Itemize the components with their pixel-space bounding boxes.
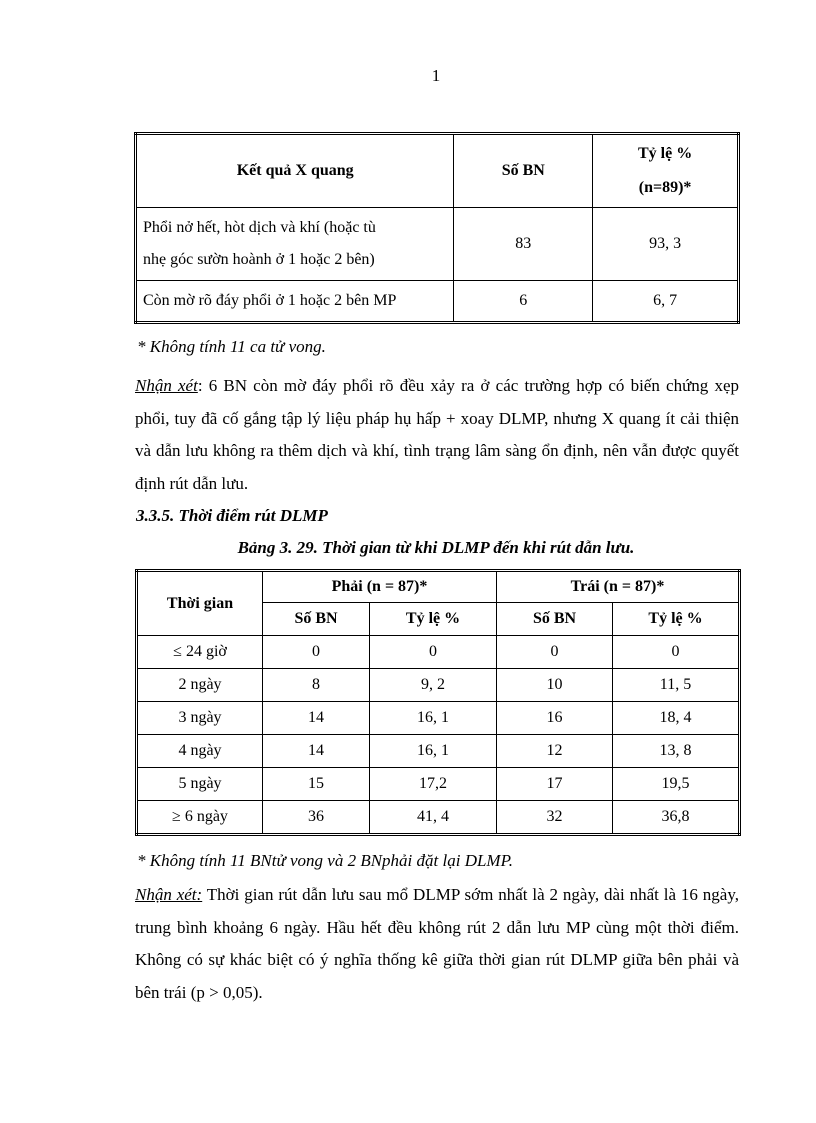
table-row (136, 208, 739, 281)
left-percent-cell: 18, 4 (613, 702, 740, 735)
time-cell: 2 ngày (137, 669, 263, 702)
left-count-cell: 32 (497, 801, 613, 835)
right-percent-cell: 17,2 (370, 768, 497, 801)
remark-label: Nhận xét (135, 376, 198, 395)
table-header-row (137, 571, 740, 603)
table-row (137, 636, 740, 669)
result-cell (136, 208, 454, 281)
header-left-side: Trái (n = 87)* (497, 571, 740, 603)
right-count-cell: 8 (263, 669, 370, 702)
xray-results-table (134, 132, 740, 324)
remark-text: Thời gian rút dẫn lưu sau mổ DLMP sớm nhất là 2 ngày, dài nhất là 16 ngày, trung bình khoảng 6 ngày. Hầu hết đều không rút 2 dẫn lưu MP cùng một thời điểm. Không có sự khác biệt có ý nghĩa thống kê giữa thời gian rút DLMP giữa bên phải và bên trái (p > 0,05). (135, 885, 739, 1002)
right-percent-cell: 41, 4 (370, 801, 497, 835)
right-percent-cell: 16, 1 (370, 702, 497, 735)
drain-removal-time-table (135, 569, 741, 836)
left-count-cell: 10 (497, 669, 613, 702)
table-row (137, 669, 740, 702)
page-number: 1 (431, 66, 441, 85)
header-percent-label: Tỷ lệ % (637, 145, 693, 162)
left-count-cell: 12 (497, 735, 613, 768)
right-percent-cell: 16, 1 (370, 735, 497, 768)
table1-footnote: * Không tính 11 ca tử vong. (137, 337, 326, 356)
left-percent-cell: 36,8 (613, 801, 740, 835)
subheader-count: Số BN (263, 603, 370, 636)
right-count-cell: 14 (263, 702, 370, 735)
table-row (137, 801, 740, 835)
table-row (137, 702, 740, 735)
left-percent-cell: 13, 8 (613, 735, 740, 768)
subheader-percent: Tỷ lệ % (613, 603, 740, 636)
result-line: nhẹ góc sườn hoành ở 1 hoặc 2 bên) (143, 251, 375, 268)
result-cell: Còn mờ rõ đáy phổi ở 1 hoặc 2 bên MP (136, 281, 454, 323)
remark-paragraph-1 (135, 370, 739, 500)
header-percent-n: (n=89)* (638, 179, 692, 196)
table2-footnote: * Không tính 11 BNtử vong và 2 BNphải đặt lại DLMP. (137, 851, 514, 870)
left-count-cell: 16 (497, 702, 613, 735)
right-count-cell: 0 (263, 636, 370, 669)
time-cell: ≤ 24 giờ (137, 636, 263, 669)
header-patient-count: Số BN (454, 134, 593, 208)
result-line: Phổi nở hết, hòt dịch và khí (hoặc tù (143, 219, 376, 236)
subheader-percent: Tỷ lệ % (370, 603, 497, 636)
remark-label: Nhận xét: (135, 885, 203, 904)
time-cell: 5 ngày (137, 768, 263, 801)
time-cell: 3 ngày (137, 702, 263, 735)
header-right-side: Phải (n = 87)* (263, 571, 497, 603)
header-xray-result: Kết quả X quang (136, 134, 454, 208)
right-count-cell: 15 (263, 768, 370, 801)
table-header-row (136, 134, 739, 208)
right-percent-cell: 9, 2 (370, 669, 497, 702)
remark-paragraph-2 (135, 879, 739, 1009)
table2-caption: Bảng 3. 29. Thời gian từ khi DLMP đến khi rút dẫn lưu. (237, 538, 635, 557)
time-cell: ≥ 6 ngày (137, 801, 263, 835)
count-cell: 6 (454, 281, 593, 323)
right-count-cell: 14 (263, 735, 370, 768)
percent-cell: 6, 7 (593, 281, 739, 323)
right-count-cell: 36 (263, 801, 370, 835)
right-percent-cell: 0 (370, 636, 497, 669)
header-percent (593, 134, 739, 208)
left-count-cell: 17 (497, 768, 613, 801)
left-count-cell: 0 (497, 636, 613, 669)
section-title: 3.3.5. Thời điểm rút DLMP (136, 506, 328, 525)
subheader-count: Số BN (497, 603, 613, 636)
remark-text: : 6 BN còn mờ đáy phổi rõ đều xảy ra ở các trường hợp có biến chứng xẹp phổi, tuy đã cố gắng tập lý liệu pháp hụ hấp + xoay DLMP, nhưng X quang ít cải thiện và dẫn lưu không ra thêm dịch và khí, tình trạng lâm sàng ổn định, nên vẫn được quyết định rút dẫn lưu. (135, 376, 739, 493)
table-row (136, 281, 739, 323)
percent-cell: 93, 3 (593, 208, 739, 281)
count-cell: 83 (454, 208, 593, 281)
time-cell: 4 ngày (137, 735, 263, 768)
table-row (137, 768, 740, 801)
left-percent-cell: 0 (613, 636, 740, 669)
header-time: Thời gian (137, 571, 263, 636)
table-row (137, 735, 740, 768)
left-percent-cell: 11, 5 (613, 669, 740, 702)
left-percent-cell: 19,5 (613, 768, 740, 801)
